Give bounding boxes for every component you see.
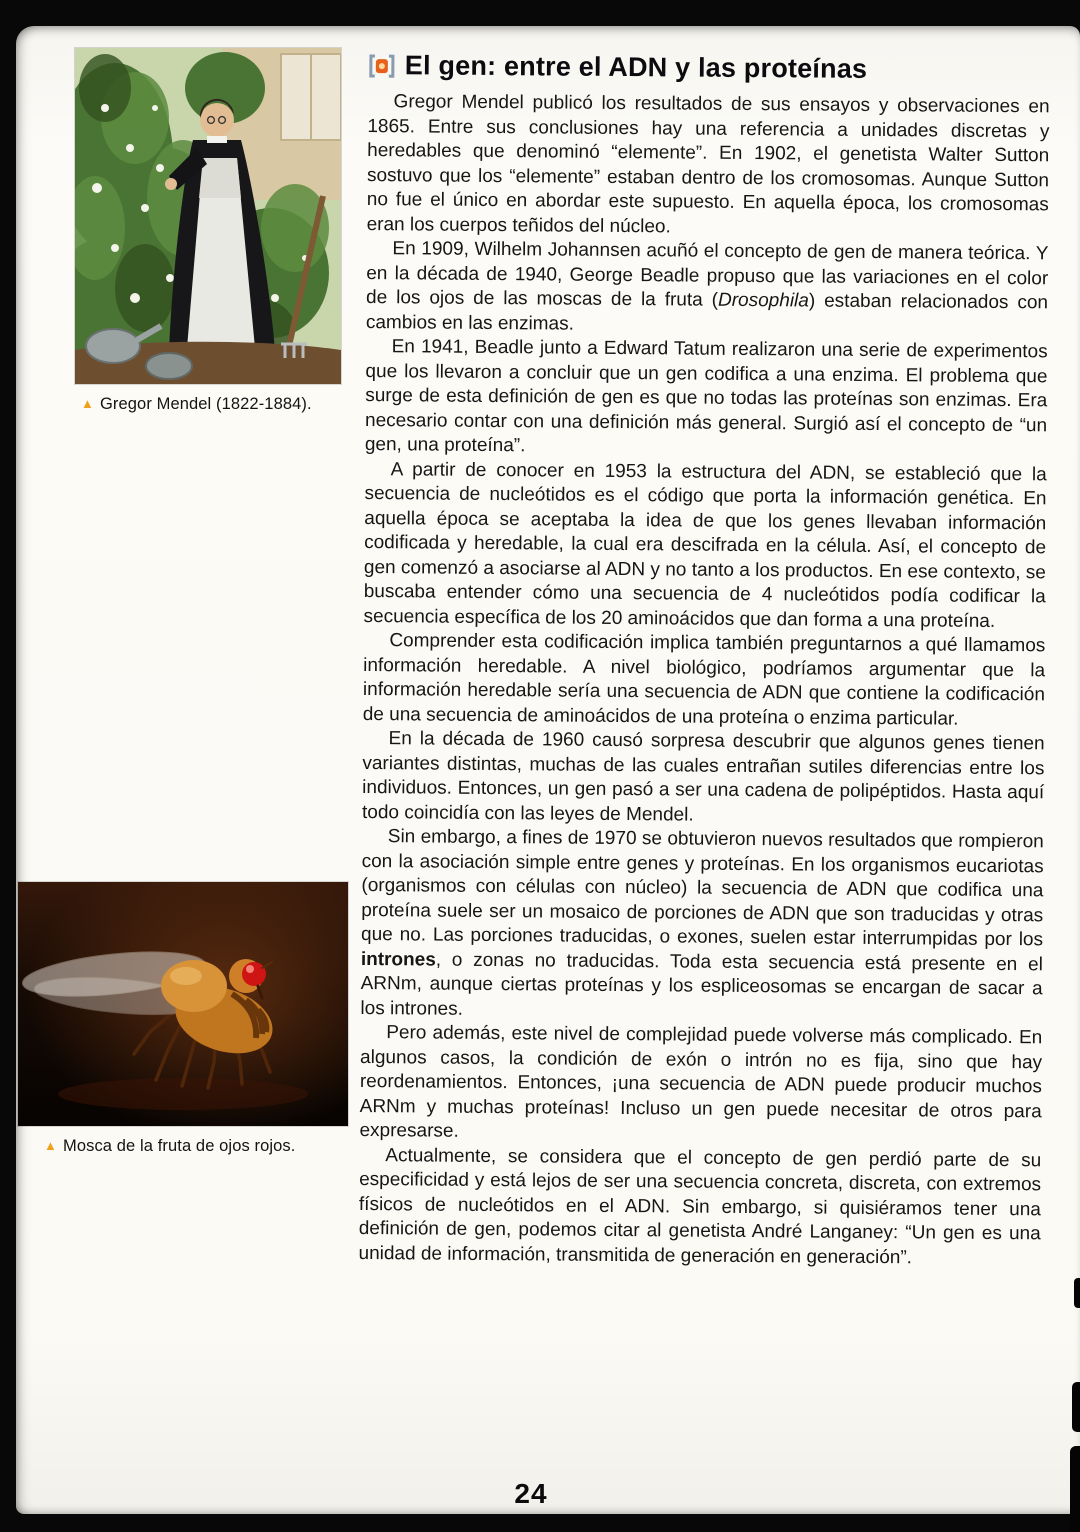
page-number: 24 [514,1478,548,1509]
figure-caption [18,1137,348,1156]
article-title [368,50,1050,86]
article-body [358,90,1049,1271]
paragraph: En 1941, Beadle junto a Edward Tatum realizaron una serie de experimentos que los llevaron a concluir que un gen codifica a una enzima. El problema que surge de esta definición de gen es que no todas las proteínas son enzimas. Era necesario contar con una definición más general. Surgió así el concepto de “un gen, una proteína”. [364,336,1048,457]
book-page [16,26,1080,1514]
paragraph: En 1909, Wilhelm Johannsen acuñó el concepto de gen de manera teórica. Y en la década de 1940, George Beadle propuso que las variaciones en el color de los ojos de las moscas de la fruta (Drosophila) estaban relacionados con cambios en las enzimas. [365,238,1049,335]
figure-marker: ▲ [81,396,94,411]
mendel-painting [75,48,341,384]
paragraph: Comprender esta codificación implica también preguntarnos a qué llamamos información heredable. A nivel biológico, podríamos argumentar que la información heredable sería una secuencia de ADN que contiene la codificación de una secuencia de aminoácidos de una proteína o enzima particular. [362,630,1046,730]
paragraph: A partir de conocer en 1953 la estructura del ADN, se estableció que la secuencia de nucleótidos es el código que porta la información genética. En aquella época se aceptaba la idea de que los genes llevaban información codificada y heredable, la cual era descifrada en la célula. Así, el concepto de gen comenzó a asociarse al ADN y no tanto a los productos. En ese contexto, se buscaba entender cómo una secuencia de 4 nucleótidos podía codificar la secuencia específica de los 20 aminoácidos que dan forma a una proteína. [363,458,1047,632]
scan-artifact [1072,1382,1080,1432]
figure-mendel [75,48,341,414]
paragraph: Gregor Mendel publicó los resultados de sus ensayos y observaciones en 1865. Entre sus conclusiones hay una referencia a unidades discretas y heredables que denominó “elemente”. En 1902, el genetista Walter Sutton sostuvo que los “elemente” estaban dentro de los cromosomas. Aunque Sutton no fue el único en abordar este supuesto. En aquella época, los cromosomas eran los cuerpos teñidos del núcleo. [366,91,1050,237]
fruit-fly-photo [18,882,348,1126]
article-title-text: El gen: entre el ADN y las proteínas [404,50,868,84]
section-icon [368,53,396,77]
scan-artifact [1070,1446,1080,1532]
figure-caption [75,395,341,414]
figure-marker: ▲ [44,1138,57,1153]
paragraph: Pero además, este nivel de complejidad puede volverse más complicado. En algunos casos, la condición de exón o intrón no es fija, sino que hay reordenamientos. Entonces, ¡una secuencia de ADN puede producir muchos ARNm y muchas proteínas! Incluso un gen puede necesitar de otros para expresarse. [359,1022,1043,1142]
article [358,50,1050,1271]
paragraph: Actualmente, se considera que el concepto de gen perdió parte de su especificidad y está lejos de ser una secuencia concreta, discreta, con extremos físicos de nucleótidos en el ADN. Sin embargo, si quisiéramos tener una definición de gen, podemos citar al genetista André Langaney: “Un gen es una unidad de información, transmitida de generación en generación”. [358,1144,1042,1268]
paragraph: En la década de 1960 causó sorpresa descubrir que algunos genes tienen variantes distintas, muchas de las cuales entrañan sutiles diferencias entre los individuos. Entonces, un gen pasó a ser una cadena de polipéptidos. Hasta aquí todo coincidía con las leyes de Mendel. [361,728,1045,826]
figure-caption-text: Mosca de la fruta de ojos rojos. [62,1137,296,1155]
figure-fly [18,882,348,1156]
scan-artifact [1074,1278,1080,1308]
paragraph: Sin embargo, a fines de 1970 se obtuvieron nuevos resultados que rompieron con la asociación simple entre genes y proteínas. En los organismos eucariotas (organismos con células con núcleo) la secuencia de ADN que codifica una proteína suele ser un mosaico de porciones de ADN que son traducidas y otras que no. Las porciones traducidas, o exones, suelen estar interrumpidas por los intrones, o zonas no traducidas. Toda esta secuencia está presente en el ARNm, aunque ciertas proteínas y los espliceosomas se encargan de sacar a los intrones. [360,826,1044,1020]
figure-caption-text: Gregor Mendel (1822-1884). [99,395,312,413]
